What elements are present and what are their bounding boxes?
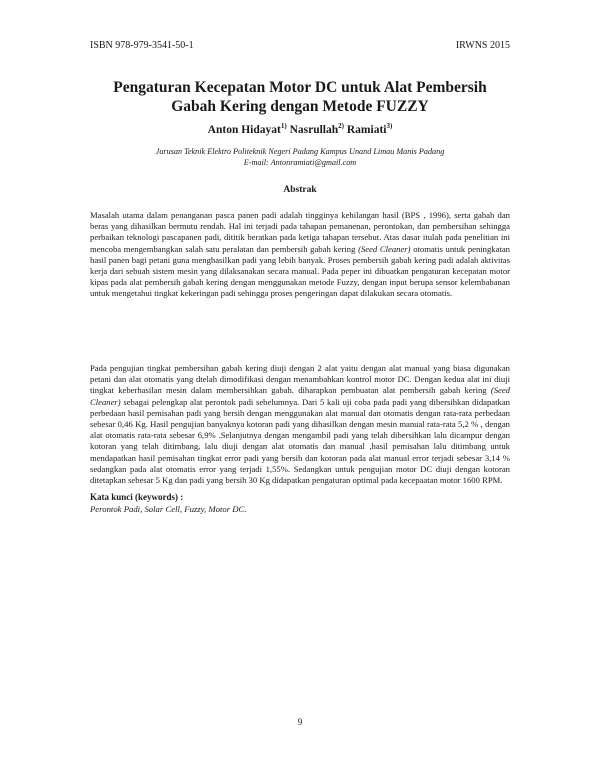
author-name: Anton Hidayat [207,123,281,136]
affiliation-dept: Jurusan Teknik Elektro Politeknik Negeri Padang Kampus Unand Limau Manis Padang [155,147,445,156]
text-run: Masalah utama dalam penanganan pasca panen padi adalah tingginya kehilangan hasil (BPS , 1996), serta gabah dan beras yang dihasilkan bermutu rendah. Hal ini terjadi pada tahapan pemanenan, perontokan, dan pembersihan sehingga perbaikan teknologi pascapanen padi, dititik beratkan pada ketiga tahapan tersebut. Atas dasar itulah pada penelitian ini mencoba mengembangkan salah satu peralatan dan pembersih gabah kering [90,210,510,254]
abstract-heading: Abstrak [283,185,317,195]
author-sup: 1) [280,122,287,130]
text-run: Pada pengujian tingkat pembersihan gabah kering diuji dengan 2 alat yaitu dengan alat manual yang biasa digunakan petani dan alat otomatis yang dtelah dimodifikasi dengan menambahkan kontrol motor DC. Dengan kedua alat ini diuji tingkat keberhasilan mesin dalam membersihkan gabah. diharapkan pembuatan alat pembersih gabah kering [90,363,510,396]
text-run: otomatis untuk peningkatan hasil panen bagi petani guna menghasilkan padi yang lebih banyak. Proses pembersih gabah kering padi adalah aktivitas kerja dari sebuah sistem mesin yang dilaksanakan secara manual. Pada peper ini dibuatkan pengaturan kecepatan motor kipas pada alat pembersih gabah kering dengan menggunakan metode Fuzzy, dengan input berupa sensor kelembabanan untuk mengetahui tingkat kekeringan padi sehingga proses pengeringan dapat dilakukan secara otomatis. [90,243,510,299]
italic-run: (Seed Cleaner) [90,385,510,407]
title-line-2: Gabah Kering dengan Metode FUZZY [171,98,429,115]
title-line-1: Pengaturan Kecepatan Motor DC untuk Alat Pembersih [113,79,487,96]
isbn-header: ISBN 978-979-3541-50-1 [90,40,194,51]
affiliation [90,146,510,168]
author-sup: 2) [338,122,344,130]
text-run: sebagai pelengkap alat perontok padi sebelumnya. Dari 5 kali uji coba pada padi yang dibersihkan didapatkan perbedaan hasil pemisahan padi yang bersih dengan menggunakan alat manual dan otomatis dengan rata-rata perbedaan sebesar 0,46 Kg. Hasil pengujian banyaknya kotoran padi yang dihasilkan dengan mesin manual rata-rata 5,2 % , dengan alat otomatis rata-rata sebesar 6,9% .Selanjutnya dengan mengambil padi yang telah dibersihkan lalu dicampur dengan kotoran yang telah ditimbang, lalu diuji dengan alat otomatis dan manual ,hasil pemisahan lalu ditimbang untuk mendapatkan hasil pemisahan tingkat error padi yang bersih dan kotoran pada alat manual error terjadi sebesar 3,14 % sedangkan pada alat otomatis error yang terjadi 1,55%. Sedangkan untuk pengujian motor DC diuji dengan kotoran ditetapkan sebesar 5 Kg dan padi yang bersih 30 Kg didapatkan pengaturan optimal pada kecepaatan motor 1600 RPM. [90,396,510,486]
abstract-paragraph-1 [90,210,510,300]
author-name: Nasrullah [289,123,339,136]
paper-title [90,78,510,116]
keywords-text: Perontok Padi, Solar Cell, Fuzzy, Motor DC. [90,504,247,514]
affiliation-email: E-mail: Antonramiati@gmail.com [243,158,357,167]
italic-run: (Seed Cleaner) [358,243,411,254]
keywords-heading: Kata kunci (keywords) : [90,492,184,502]
page-number: 9 [297,717,303,727]
conference-header: IRWNS 2015 [455,40,510,51]
author-list [90,122,510,136]
author-sup: 3) [386,122,393,130]
author-name: Ramiati [346,123,387,136]
abstract-paragraph-2 [90,363,510,486]
